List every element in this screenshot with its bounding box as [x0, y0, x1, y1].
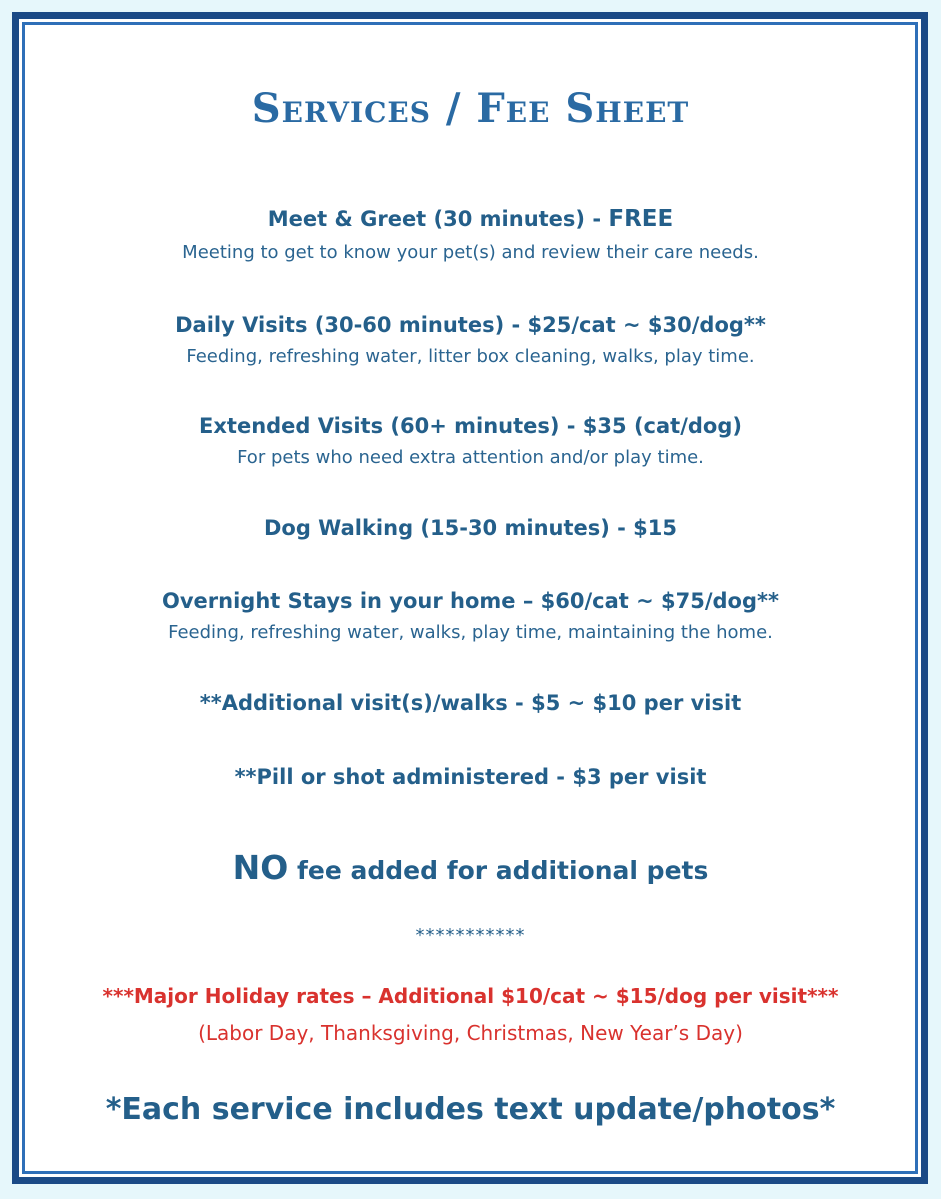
service-price-free: FREE: [608, 206, 674, 232]
service-meet-greet: [0, 206, 941, 263]
page-title: Services / Fee Sheet: [251, 85, 690, 132]
no-fee-text: fee added for additional pets: [288, 856, 709, 885]
service-title: [0, 206, 941, 234]
service-additional-visits: [0, 691, 941, 716]
holiday-rates-title: ***Major Holiday rates – Additional $10/cat ~ $15/dog per visit***: [102, 984, 839, 1008]
service-overnight-stays: [0, 589, 941, 644]
service-description: For pets who need extra attention and/or play time.: [237, 447, 704, 469]
service-title: Daily Visits (30-60 minutes) - $25/cat ~ $30/dog**: [175, 313, 766, 337]
service-daily-visits: [0, 313, 941, 368]
holiday-list: (Labor Day, Thanksgiving, Christmas, New Year’s Day): [198, 1021, 743, 1045]
service-description: Feeding, refreshing water, litter box cleaning, walks, play time.: [186, 346, 755, 368]
service-title: Extended Visits (60+ minutes) - $35 (cat/dog): [199, 414, 742, 438]
separator-stars: ***********: [415, 925, 526, 946]
footer-note: *Each service includes text update/photos*: [105, 1092, 836, 1127]
service-title: **Pill or shot administered - $3 per visit: [234, 765, 707, 789]
service-title: Overnight Stays in your home – $60/cat ~ $75/dog**: [162, 589, 779, 613]
service-title: **Additional visit(s)/walks - $5 ~ $10 per visit: [199, 691, 742, 715]
no-fee-notice: [0, 848, 941, 887]
service-extended-visits: [0, 414, 941, 469]
service-dog-walking: [0, 516, 941, 541]
no-fee-emphasis: NO: [232, 848, 289, 887]
service-title-main: Meet & Greet (30 minutes) -: [267, 207, 609, 231]
service-pill-shot: [0, 765, 941, 790]
service-description: Feeding, refreshing water, walks, play time, maintaining the home.: [168, 622, 773, 644]
service-description: Meeting to get to know your pet(s) and review their care needs.: [182, 241, 759, 263]
service-title: Dog Walking (15-30 minutes) - $15: [263, 516, 678, 540]
